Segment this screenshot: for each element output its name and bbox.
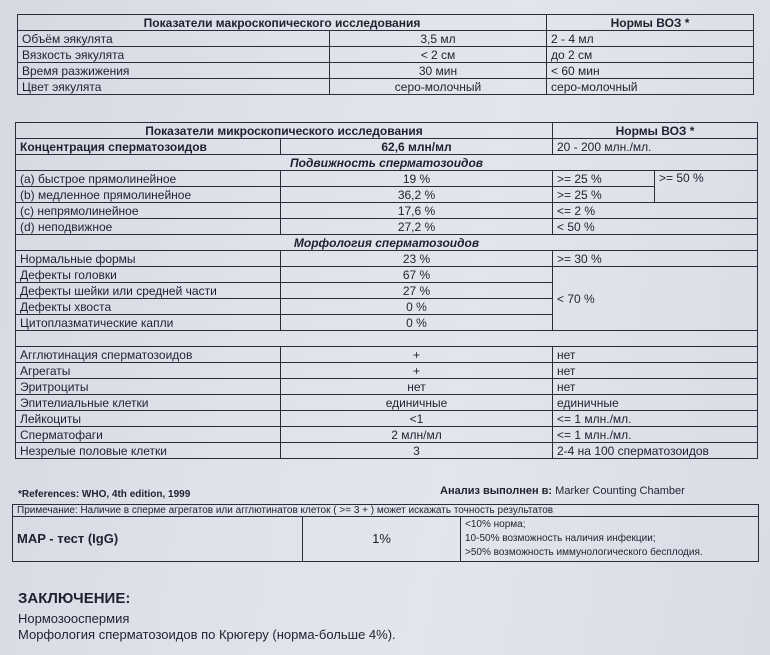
note-text: Примечание: Наличие в сперме агрегатов или агглютинатов клеток ( >= 3 + ) может искажать точность результатов <box>13 505 759 517</box>
analysis-method <box>440 485 685 497</box>
defects-norm: < 70 % <box>553 267 758 331</box>
row-norm: < 60 мин <box>547 63 754 79</box>
table-row <box>16 411 758 427</box>
row-norm: >= 30 % <box>553 251 758 267</box>
mar-norms <box>461 517 759 562</box>
micro-title: Показатели микроскопического исследования <box>16 123 553 139</box>
row-value: серо-молочный <box>330 79 547 95</box>
row-value: 0 % <box>281 315 553 331</box>
table-row <box>18 79 754 95</box>
table-row <box>16 139 758 155</box>
mar-norm-line: >50% возможность иммунологического бесплодия. <box>465 547 703 558</box>
row-label: (c) непрямолинейное <box>16 203 281 219</box>
row-norm: >= 25 % <box>553 171 655 187</box>
row-norm: до 2 см <box>547 47 754 63</box>
row-label: Цитоплазматические капли <box>16 315 281 331</box>
mar-norm-line: 10-50% возможность наличия инфекции; <box>465 533 656 544</box>
row-value: нет <box>281 379 553 395</box>
row-label: Дефекты головки <box>16 267 281 283</box>
row-label: Незрелые половые клетки <box>16 443 281 459</box>
row-value: единичные <box>281 395 553 411</box>
row-label: (b) медленное прямолинейное <box>16 187 281 203</box>
row-norm: < 50 % <box>553 219 758 235</box>
row-label: Дефекты шейки или средней части <box>16 283 281 299</box>
row-norm: 2-4 на 100 сперматозоидов <box>553 443 758 459</box>
table-row <box>16 219 758 235</box>
row-label: (d) неподвижное <box>16 219 281 235</box>
row-norm: 2 - 4 мл <box>547 31 754 47</box>
row-value: + <box>281 363 553 379</box>
row-label: (a) быстрое прямолинейное <box>16 171 281 187</box>
row-value: 3 <box>281 443 553 459</box>
row-norm: нет <box>553 363 758 379</box>
table-row <box>18 63 754 79</box>
mar-row <box>13 517 759 562</box>
table-row <box>16 395 758 411</box>
micro-norms-title: Нормы ВОЗ * <box>553 123 758 139</box>
motility-ab-norm: >= 50 % <box>655 171 758 203</box>
row-label: Агглютинация сперматозоидов <box>16 347 281 363</box>
row-value: < 2 см <box>330 47 547 63</box>
row-label: Сперматофаги <box>16 427 281 443</box>
row-value: + <box>281 347 553 363</box>
row-norm: единичные <box>553 395 758 411</box>
morphology-subheader: Морфология сперматозоидов <box>16 235 758 251</box>
row-value: 27,2 % <box>281 219 553 235</box>
row-label: Агрегаты <box>16 363 281 379</box>
row-value: 17,6 % <box>281 203 553 219</box>
row-value: 2 млн/мл <box>281 427 553 443</box>
row-norm: нет <box>553 379 758 395</box>
references-text: *References: WHO, 4th edition, 1999 <box>18 489 191 500</box>
table-row <box>16 187 758 203</box>
row-value: 36,2 % <box>281 187 553 203</box>
concentration-label: Концентрация сперматозоидов <box>16 139 281 155</box>
row-label: Объём эякулята <box>18 31 330 47</box>
row-label: Эритроциты <box>16 379 281 395</box>
row-label: Цвет эякулята <box>18 79 330 95</box>
row-norm: <= 1 млн./мл. <box>553 411 758 427</box>
row-label: Лейкоциты <box>16 411 281 427</box>
mar-table <box>12 504 759 562</box>
conclusion-title: ЗАКЛЮЧЕНИЕ: <box>18 590 131 607</box>
row-label: Время разжижения <box>18 63 330 79</box>
table-row <box>16 267 758 283</box>
row-norm: >= 25 % <box>553 187 655 203</box>
row-label: Вязкость эякулята <box>18 47 330 63</box>
row-label: Эпителиальные клетки <box>16 395 281 411</box>
mar-label: MAP - тест (IgG) <box>13 517 303 562</box>
table-row <box>16 427 758 443</box>
spacer-row <box>16 331 758 347</box>
row-value: 23 % <box>281 251 553 267</box>
macro-table <box>17 14 754 95</box>
motility-subheader: Подвижность сперматозоидов <box>16 155 758 171</box>
row-value: 30 мин <box>330 63 547 79</box>
row-value: 19 % <box>281 171 553 187</box>
table-row <box>16 363 758 379</box>
concentration-norm: 20 - 200 млн./мл. <box>553 139 758 155</box>
row-norm: нет <box>553 347 758 363</box>
macro-norms-title: Нормы ВОЗ * <box>547 15 754 31</box>
table-row <box>16 251 758 267</box>
row-norm: <= 1 млн./мл. <box>553 427 758 443</box>
micro-table <box>15 122 758 459</box>
table-row <box>16 379 758 395</box>
row-value: 3,5 мл <box>330 31 547 47</box>
analysis-label: Анализ выполнен в: <box>440 485 553 497</box>
macro-title: Показатели макроскопического исследования <box>18 15 547 31</box>
table-row <box>16 443 758 459</box>
table-row <box>16 347 758 363</box>
row-value: 27 % <box>281 283 553 299</box>
row-value: 67 % <box>281 267 553 283</box>
analysis-value: Marker Counting Chamber <box>555 485 685 497</box>
table-row <box>18 47 754 63</box>
row-label: Дефекты хвоста <box>16 299 281 315</box>
row-norm: серо-молочный <box>547 79 754 95</box>
conclusion-line: Нормозооспермия <box>18 611 130 626</box>
table-row <box>16 171 758 187</box>
row-value: 0 % <box>281 299 553 315</box>
row-value: <1 <box>281 411 553 427</box>
mar-norm-line: <10% норма; <box>465 519 526 530</box>
conclusion-line: Морфология сперматозоидов по Крюгеру (норма-больше 4%). <box>18 627 396 642</box>
row-label: Нормальные формы <box>16 251 281 267</box>
mar-value: 1% <box>303 517 461 562</box>
table-row <box>16 203 758 219</box>
table-row <box>18 31 754 47</box>
concentration-value: 62,6 млн/мл <box>281 139 553 155</box>
row-norm: <= 2 % <box>553 203 758 219</box>
